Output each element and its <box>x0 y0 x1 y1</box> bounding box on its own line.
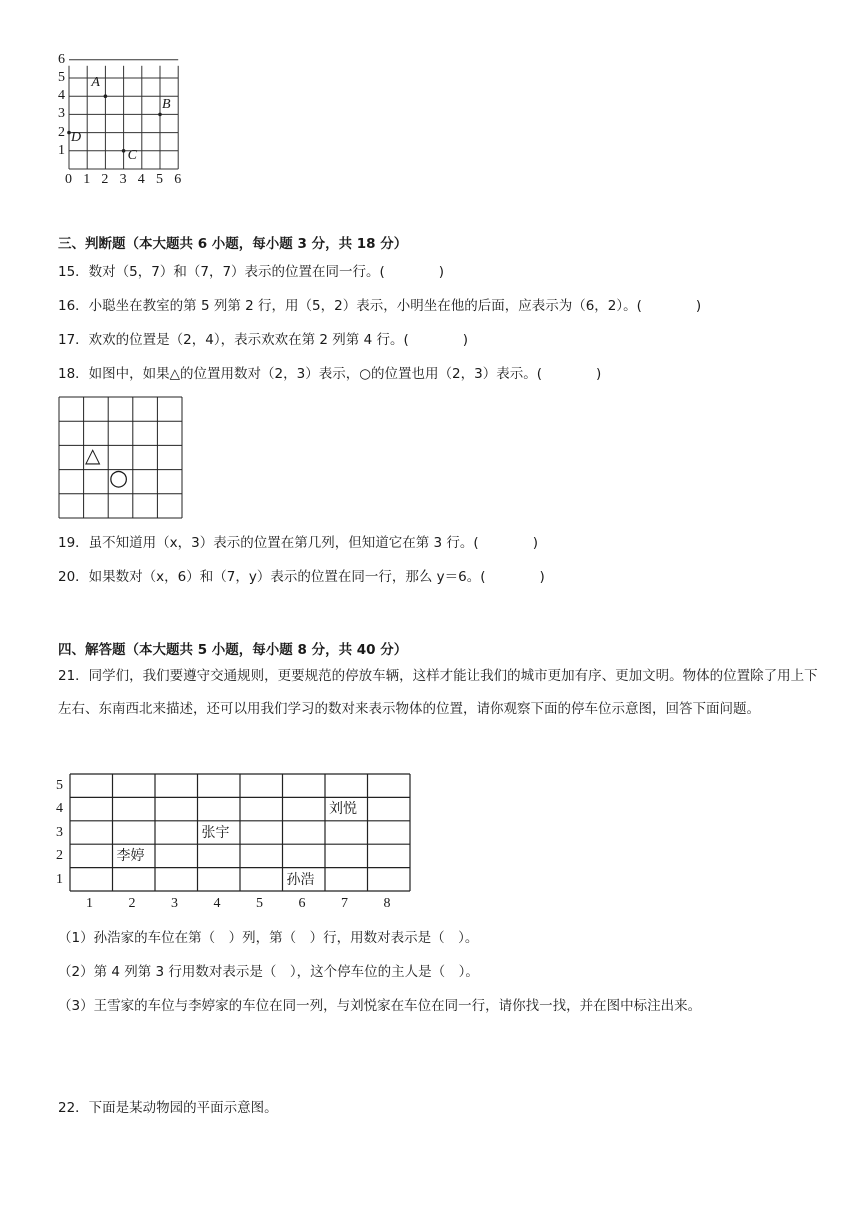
parking-grid-figure <box>52 772 414 912</box>
point-dot <box>158 113 162 117</box>
coordinate-figure <box>50 52 190 192</box>
column-label: 5 <box>256 896 263 911</box>
x-tick-label: 4 <box>137 172 145 187</box>
parking-owner-name: 李婷 <box>116 848 145 865</box>
question-17: 17．欢欢的位置是（2，4），表示欢欢在第 2 列第 4 行。( ) <box>58 332 468 348</box>
question-18: 18．如图中，如果△的位置用数对（2，3）表示，○的位置也用（2，3）表示。( ) <box>58 366 602 382</box>
row-label: 5 <box>56 778 63 793</box>
shape-grid-figure <box>58 396 184 520</box>
y-tick-label: 1 <box>58 142 65 158</box>
circle-symbol: ○ <box>109 466 129 491</box>
section3-heading: 三、判断题（本大题共 6 小题，每小题 3 分，共 18 分） <box>58 236 408 252</box>
point-dot <box>122 149 126 153</box>
row-label: 3 <box>56 824 63 840</box>
x-tick-label: 3 <box>119 172 127 187</box>
column-label: 3 <box>171 896 178 911</box>
row-label: 2 <box>56 848 63 864</box>
question-15: 15．数对（5，7）和（7，7）表示的位置在同一行。( ) <box>58 264 445 280</box>
question-21-sub3: （3）王雪家的车位与李婷家的车位在同一列，与刘悦家在车位在同一行，请你找一找，并在图中标注出来。 <box>58 998 702 1014</box>
column-label: 8 <box>383 896 391 911</box>
point-label: D <box>71 129 82 145</box>
y-tick-label: 6 <box>58 51 65 67</box>
x-tick-label: 6 <box>174 172 182 187</box>
column-label: 4 <box>213 896 221 911</box>
y-tick-label: 3 <box>58 106 65 122</box>
point-dot <box>104 94 108 98</box>
point-label: B <box>162 97 171 113</box>
question-21-text: 21．同学们，我们要遵守交通规则，更要规范的停放车辆，这样才能让我们的城市更加有序、更加文明。物体的位置除了用上下左右、东南西北来描述，还可以用我们学习的数对来表示物体的位置，请你观察下面的停车位示意图，回答下面问题。 <box>58 668 818 717</box>
question-21-sub2: （2）第 4 列第 3 行用数对表示是（ ），这个停车位的主人是（ ）。 <box>58 964 479 980</box>
parking-grid <box>52 772 414 892</box>
coordinate-grid <box>50 52 190 192</box>
column-label: 2 <box>128 896 136 911</box>
question-20: 20．如果数对（x，6）和（7，y）表示的位置在同一行，那么 y＝6。( ) <box>58 569 545 585</box>
question-19: 19．虽不知道用（x，3）表示的位置在第几列，但知道它在第 3 行。( ) <box>58 535 538 551</box>
x-tick-label: 2 <box>101 172 109 187</box>
y-tick-label: 2 <box>58 124 65 140</box>
column-label: 1 <box>86 896 93 911</box>
column-label: 6 <box>298 896 306 911</box>
row-label: 1 <box>56 871 63 887</box>
question-16: 16．小聪坐在教室的第 5 列第 2 行，用（5，2）表示，小明坐在他的后面，应表示为（6，2）。( ) <box>58 298 702 314</box>
point-label: A <box>91 75 100 91</box>
y-tick-label: 5 <box>58 70 65 85</box>
shape-grid <box>58 396 184 520</box>
x-tick-label: 0 <box>65 172 72 187</box>
column-label: 7 <box>341 896 348 911</box>
parking-owner-name: 张宇 <box>201 824 230 841</box>
question-21-sub1: （1）孙浩家的车位在第（ ）列，第（ ）行，用数对表示是（ ）。 <box>58 930 479 946</box>
parking-owner-name: 刘悦 <box>329 801 357 818</box>
y-tick-label: 4 <box>58 88 65 104</box>
x-tick-label: 5 <box>156 172 163 187</box>
point-label: C <box>127 147 137 163</box>
row-label: 4 <box>56 801 63 817</box>
parking-owner-name: 孙浩 <box>286 871 315 888</box>
triangle-symbol: △ <box>85 443 101 467</box>
section4-heading: 四、解答题（本大题共 5 小题，每小题 8 分，共 40 分） <box>58 642 408 658</box>
question-22-text: 22．下面是某动物园的平面示意图。 <box>58 1100 278 1116</box>
x-tick-label: 1 <box>83 172 91 187</box>
